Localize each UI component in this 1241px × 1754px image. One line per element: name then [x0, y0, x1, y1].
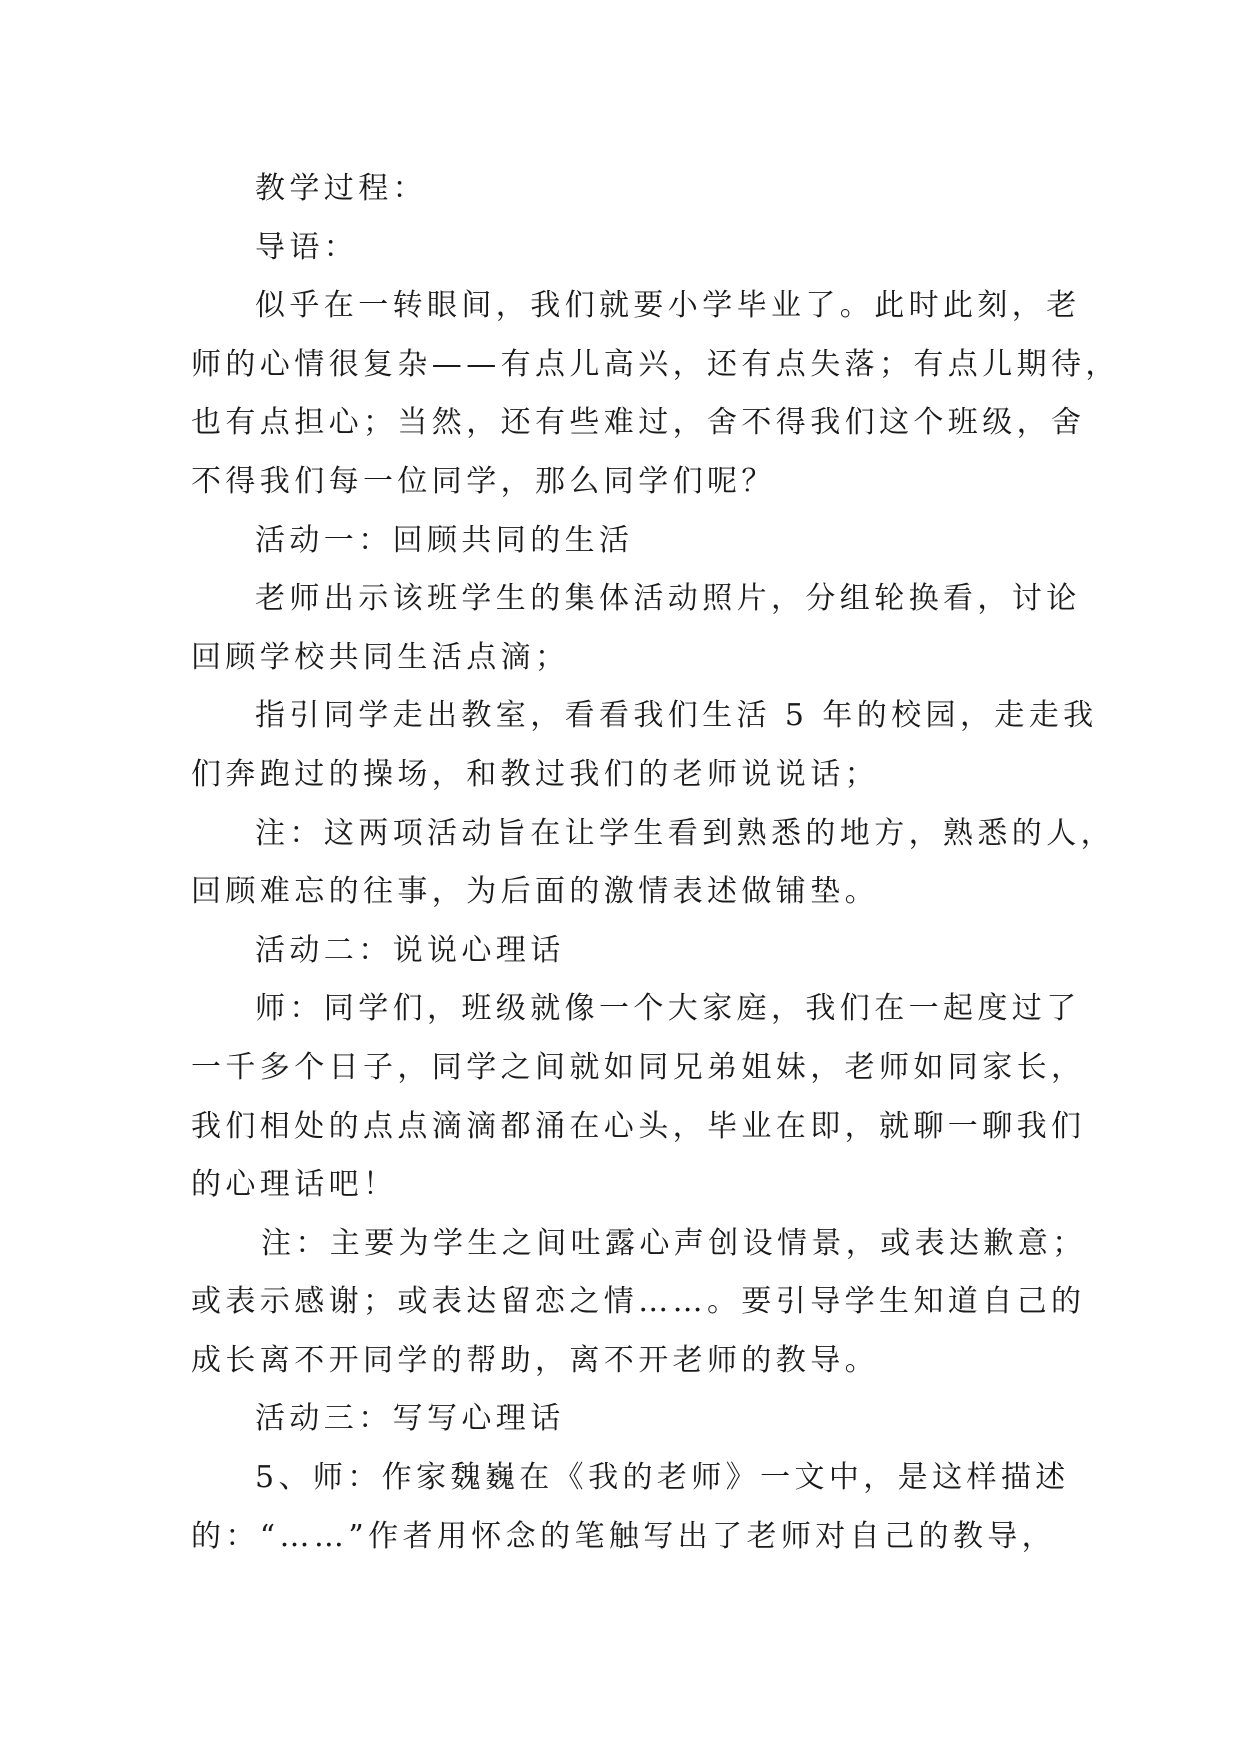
- note-line: 注：主要为学生之间吐露心声创设情景，或表达歉意；: [261, 1225, 1087, 1261]
- paragraph-line: 老师出示该班学生的集体活动照片，分组轮换看，讨论: [255, 581, 1081, 617]
- paragraph-line: 不得我们每一位同学，那么同学们呢？: [191, 463, 776, 499]
- paragraph-line: 似乎在一转眼间，我们就要小学毕业了。此时此刻，老: [255, 288, 1081, 324]
- activity-heading-three: 活动三：写写心理话: [255, 1401, 565, 1437]
- section-heading-teaching-process: 教学过程：: [255, 171, 427, 206]
- activity-heading-two: 活动二：说说心理话: [255, 932, 565, 968]
- paragraph-line: 也有点担心；当然，还有些难过，舍不得我们这个班级，舍: [191, 405, 1086, 441]
- paragraph-line: 的心理话吧！: [191, 1167, 398, 1203]
- paragraph-line: 我们相处的点点滴滴都涌在心头，毕业在即，就聊一聊我们: [191, 1108, 1086, 1144]
- paragraph-line: 5、师：作家魏巍在《我的老师》一文中，是这样描述: [255, 1460, 1070, 1496]
- note-line: 或表示感谢；或表达留恋之情……。要引导学生知道自己的: [191, 1284, 1086, 1320]
- activity-heading-one: 活动一：回顾共同的生活: [255, 522, 634, 558]
- paragraph-line: 师：同学们，班级就像一个大家庭，我们在一起度过了: [255, 991, 1081, 1027]
- paragraph-line: 一千多个日子，同学之间就如同兄弟姐妹，老师如同家长，: [191, 1049, 1086, 1085]
- paragraph-line: 回顾学校共同生活点滴；: [191, 639, 570, 675]
- document-body: [191, 160, 1120, 1566]
- paragraph-line: 师的心情很复杂——有点儿高兴，还有点失落；有点儿期待，: [191, 346, 1120, 382]
- paragraph-line: 的：“……”作者用怀念的笔触写出了老师对自己的教导，: [191, 1518, 1057, 1554]
- section-heading-introduction: 导语：: [255, 229, 359, 265]
- note-line: 注：这两项活动旨在让学生看到熟悉的地方，熟悉的人，: [255, 815, 1115, 851]
- note-line: 回顾难忘的往事，为后面的激情表述做铺垫。: [191, 874, 879, 910]
- note-line: 成长离不开同学的帮助，离不开老师的教导。: [191, 1342, 879, 1378]
- paragraph-line: 们奔跑过的操场，和教过我们的老师说说话；: [191, 756, 879, 792]
- paragraph-line: 指引同学走出教室，看看我们生活 5 年的校园，走走我: [255, 698, 1098, 734]
